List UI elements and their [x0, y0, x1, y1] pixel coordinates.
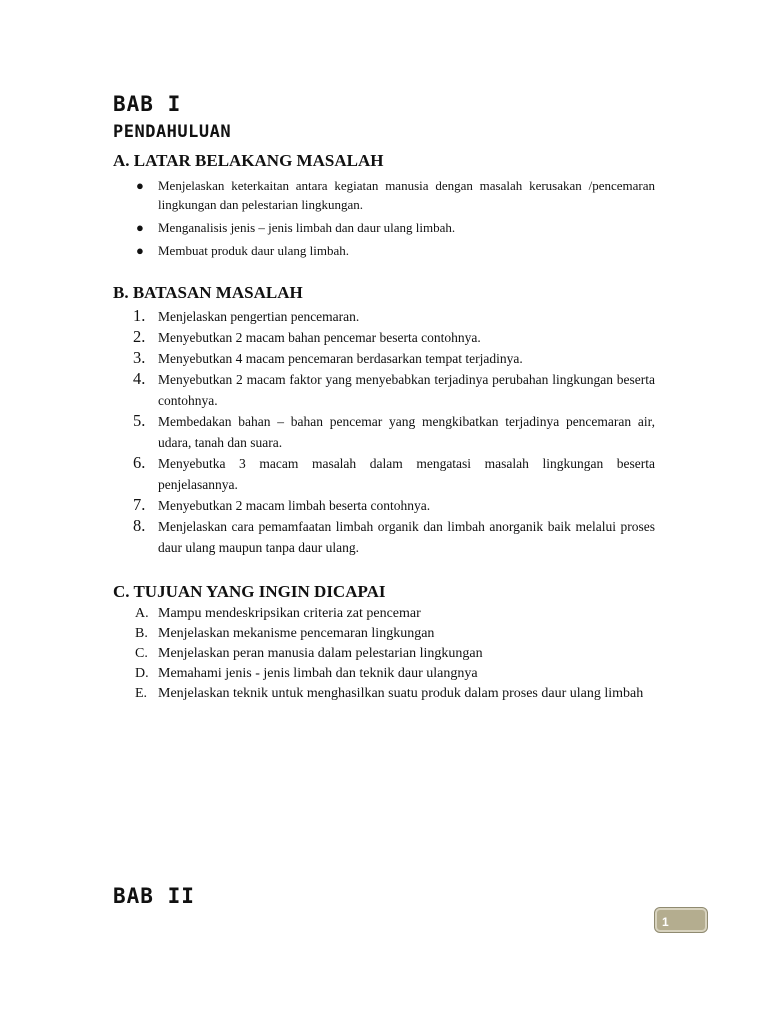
item-number: 6. [133, 453, 146, 472]
list-item: C. Menjelaskan peran manusia dalam pelestarian lingkungan [113, 644, 655, 664]
item-number: 4. [133, 369, 146, 388]
section-c-list [113, 604, 655, 704]
bullet-icon: ● [136, 243, 144, 258]
page-content [113, 92, 655, 704]
list-item: 6. Menyebutka 3 macam masalah dalam mengatasi masalah lingkungan beserta penjelasannya. [133, 453, 655, 492]
list-item: E. Menjelaskan teknik untuk menghasilkan suatu produk dalam proses daur ulang limbah [113, 684, 655, 704]
list-item: 5. Membedakan bahan – bahan pencemar yang mengkibatkan terjadinya pencemaran air, udara, tanah dan suara. [133, 411, 655, 450]
list-item: 2. Menyebutkan 2 macam bahan pencemar beserta contohnya. [133, 327, 481, 346]
item-letter: B. [135, 626, 148, 641]
list-item: ● Membuat produk daur ulang limbah. [136, 243, 349, 258]
bullet-icon: ● [136, 178, 144, 193]
item-number: 1. [133, 306, 146, 325]
list-item: A. Mampu mendeskripsikan criteria zat pencemar [113, 604, 655, 624]
item-letter: A. [135, 606, 149, 621]
list-item: 3. Menyebutkan 4 macam pencemaran berdasarkan tempat terjadinya. [133, 348, 523, 367]
list-item: ● Menjelaskan keterkaitan antara kegiatan manusia dengan masalah kerusakan /pencemaran lingkungan dan pelestarian lingkungan. [136, 178, 655, 212]
list-item: B. Menjelaskan mekanisme pencemaran lingkungan [113, 624, 655, 644]
item-number: 3. [133, 348, 146, 367]
chapter-subtitle: PENDAHULUAN [113, 122, 232, 142]
item-number: 5. [133, 411, 146, 430]
section-a-heading: A. LATAR BELAKANG MASALAH [113, 151, 384, 170]
item-number: 8. [133, 516, 146, 535]
item-number: 7. [133, 495, 146, 514]
section-a-list [113, 176, 655, 260]
chapter-2-title: BAB II [113, 884, 195, 909]
section-b-heading: B. BATASAN MASALAH [113, 283, 303, 302]
bullet-icon: ● [136, 220, 144, 235]
chapter-title: BAB I [113, 92, 182, 116]
list-item: 7. Menyebutkan 2 macam limbah beserta contohnya. [133, 495, 431, 514]
item-letter: C. [135, 646, 148, 661]
item-letter: E. [135, 686, 148, 701]
page-number-badge: 1 [655, 908, 707, 932]
list-item: 4. Menyebutkan 2 macam faktor yang menyebabkan terjadinya perubahan lingkungan beserta contohnya. [133, 369, 655, 408]
section-b-list [113, 306, 655, 558]
list-item: D. Memahami jenis - jenis limbah dan teknik daur ulangnya [113, 664, 655, 684]
section-c-heading: C. TUJUAN YANG INGIN DICAPAI [113, 582, 386, 601]
item-number: 2. [133, 327, 146, 346]
item-letter: D. [135, 666, 149, 681]
list-item: 8. Menjelaskan cara pemamfaatan limbah organik dan limbah anorganik baik melalui proses daur ulang maupun tanpa daur ulang. [133, 516, 655, 555]
list-item: ● Menganalisis jenis – jenis limbah dan daur ulang limbah. [136, 220, 456, 235]
list-item: 1. Menjelaskan pengertian pencemaran. [133, 306, 360, 325]
